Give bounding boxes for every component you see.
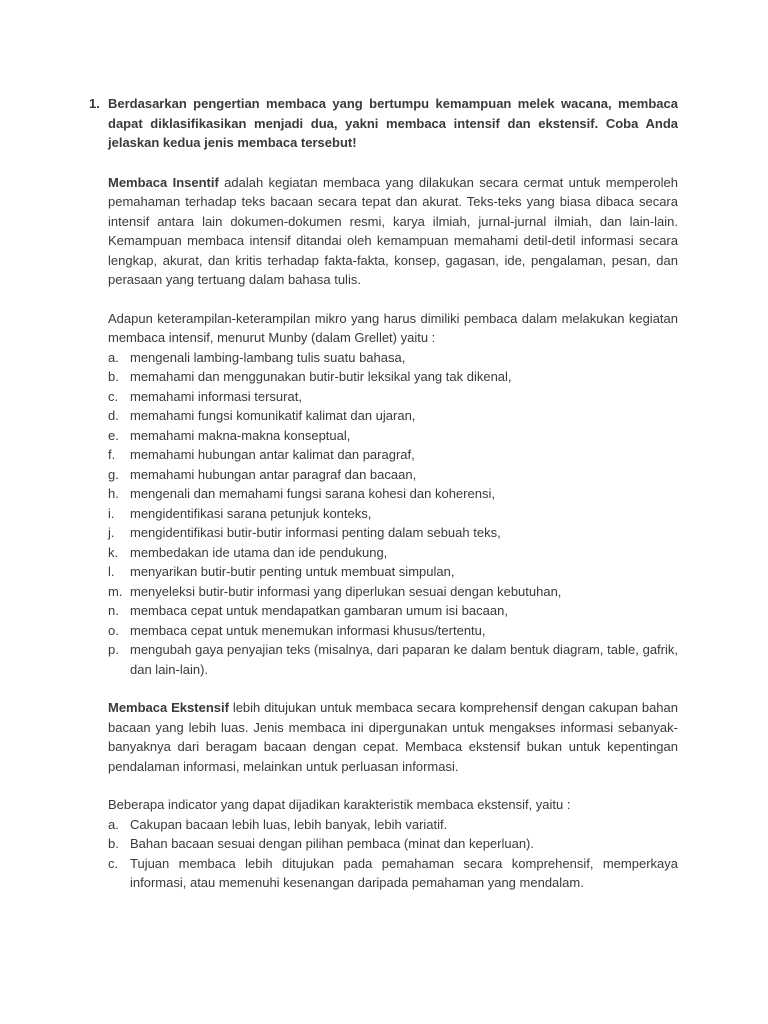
question-number: 1. bbox=[89, 96, 100, 111]
intensif-term: Membaca Insentif bbox=[108, 174, 219, 190]
list-item bbox=[108, 445, 678, 465]
question-item bbox=[89, 94, 678, 153]
skills-intro: Adapun keterampilan-keterampilan mikro yang harus dimiliki pembaca dalam melakukan kegiatan membaca intensif, menurut Munby (dalam Grellet) yaitu : bbox=[108, 310, 678, 345]
list-item bbox=[108, 465, 678, 485]
skills-list bbox=[108, 348, 678, 680]
intensif-text: adalah kegiatan membaca yang dilakukan secara cermat untuk memperoleh pemahaman terhadap teks bacaan secara tepat dan akurat. Teks-teks yang biasa dibaca secara intensif antara lain dokumen-dokumen resmi, karya ilmiah, jurnal-jurnal ilmiah, dan lain-lain. Kemampuan membaca intensif ditandai oleh kemampuan memahami detil-detil informasi secara lengkap, akurat, dan kritis terhadap fakta-fakta, konsep, gagasan, ide, pengalaman, pesan, dan perasaan yang tertuang dalam bahasa tulis. bbox=[108, 174, 678, 287]
list-text: Bahan bacaan sesuai dengan pilihan pembaca (minat dan keperluan). bbox=[130, 836, 535, 851]
list-text: mengubah gaya penyajian teks (misalnya, dari paparan ke dalam bentuk diagram, table, gafrik, dan lain-lain). bbox=[130, 642, 678, 677]
list-marker: f. bbox=[108, 447, 116, 462]
list-item bbox=[108, 582, 678, 602]
ekstensif-paragraph bbox=[108, 698, 678, 776]
list-text: memahami informasi tersurat, bbox=[130, 388, 302, 404]
intensif-paragraph bbox=[108, 173, 678, 290]
list-marker: n. bbox=[108, 603, 119, 618]
list-marker: c. bbox=[108, 855, 119, 871]
list-text: memahami hubungan antar paragraf dan bacaan, bbox=[130, 466, 417, 482]
list-marker: a. bbox=[108, 349, 119, 365]
list-marker: o. bbox=[108, 622, 119, 638]
list-item bbox=[108, 504, 678, 524]
list-item bbox=[108, 834, 678, 854]
list-marker: a. bbox=[108, 816, 119, 832]
indicators-intro: Beberapa indicator yang dapat dijadikan karakteristik membaca ekstensif, yaitu : bbox=[108, 797, 571, 812]
list-text: mengidentifikasi butir-butir informasi penting dalam sebuah teks, bbox=[130, 525, 501, 540]
list-marker: b. bbox=[108, 836, 119, 851]
list-text: mengenali lambing-lambang tulis suatu bahasa, bbox=[130, 349, 406, 365]
list-item bbox=[108, 426, 678, 446]
list-item bbox=[108, 543, 678, 563]
list-marker: g. bbox=[108, 466, 119, 482]
list-item bbox=[108, 367, 678, 387]
list-item bbox=[108, 640, 678, 679]
list-item bbox=[108, 601, 678, 621]
list-text: menyarikan butir-butir penting untuk membuat simpulan, bbox=[130, 564, 455, 579]
list-item bbox=[108, 562, 678, 582]
document-content bbox=[89, 94, 678, 893]
list-item bbox=[108, 815, 678, 835]
list-marker: m. bbox=[108, 583, 123, 599]
list-text: membaca cepat untuk mendapatkan gambaran umum isi bacaan, bbox=[130, 603, 508, 618]
list-item bbox=[108, 854, 678, 893]
list-marker: b. bbox=[108, 369, 119, 384]
list-text: memahami dan menggunakan butir-butir leksikal yang tak dikenal, bbox=[130, 369, 512, 384]
list-text: menyeleksi butir-butir informasi yang diperlukan sesuai dengan kebutuhan, bbox=[130, 583, 562, 599]
list-text: mengidentifikasi sarana petunjuk konteks, bbox=[130, 505, 372, 521]
list-item bbox=[108, 348, 678, 368]
list-text: Cakupan bacaan lebih luas, lebih banyak, lebih variatif. bbox=[130, 816, 448, 832]
question-text: Berdasarkan pengertian membaca yang bertumpu kemampuan melek wacana, membaca dapat diklasifikasikan menjadi dua, yakni membaca intensif dan ekstensif. Coba Anda jelaskan kedua jenis membaca tersebut! bbox=[108, 96, 678, 150]
list-text: mengenali dan memahami fungsi sarana kohesi dan koherensi, bbox=[130, 486, 495, 501]
list-item bbox=[108, 387, 678, 407]
list-item bbox=[108, 484, 678, 504]
list-text: memahami fungsi komunikatif kalimat dan ujaran, bbox=[130, 408, 416, 423]
list-text: membedakan ide utama dan ide pendukung, bbox=[130, 544, 388, 560]
list-marker: l. bbox=[108, 564, 115, 579]
list-marker: e. bbox=[108, 427, 119, 443]
list-text: memahami makna-makna konseptual, bbox=[130, 427, 351, 443]
list-text: membaca cepat untuk menemukan informasi khusus/tertentu, bbox=[130, 622, 486, 638]
list-item bbox=[108, 523, 678, 543]
list-item bbox=[108, 406, 678, 426]
list-marker: d. bbox=[108, 408, 119, 423]
list-text: Tujuan membaca lebih ditujukan pada pemahaman secara komprehensif, memperkaya informasi, atau memenuhi kesenangan daripada pemahaman yang mendalam. bbox=[130, 855, 678, 890]
list-marker: h. bbox=[108, 486, 119, 501]
list-marker: p. bbox=[108, 642, 119, 657]
list-marker: c. bbox=[108, 388, 119, 404]
list-marker: i. bbox=[108, 505, 115, 521]
ekstensif-text: lebih ditujukan untuk membaca secara komprehensif dengan cakupan bahan bacaan yang lebih luas. Jenis membaca ini dipergunakan untuk mengakses informasi sebanyak-banyaknya dari beragam bacaan dengan cepat. Membaca ekstensif bukan untuk kepentingan pendalaman informasi, melainkan untuk perluasan informasi. bbox=[108, 700, 678, 774]
indicators-list bbox=[108, 815, 678, 893]
list-text: memahami hubungan antar kalimat dan paragraf, bbox=[130, 447, 415, 462]
ekstensif-term: Membaca Ekstensif bbox=[108, 700, 229, 715]
list-marker: j. bbox=[108, 525, 115, 540]
list-item bbox=[108, 621, 678, 641]
list-marker: k. bbox=[108, 544, 119, 560]
